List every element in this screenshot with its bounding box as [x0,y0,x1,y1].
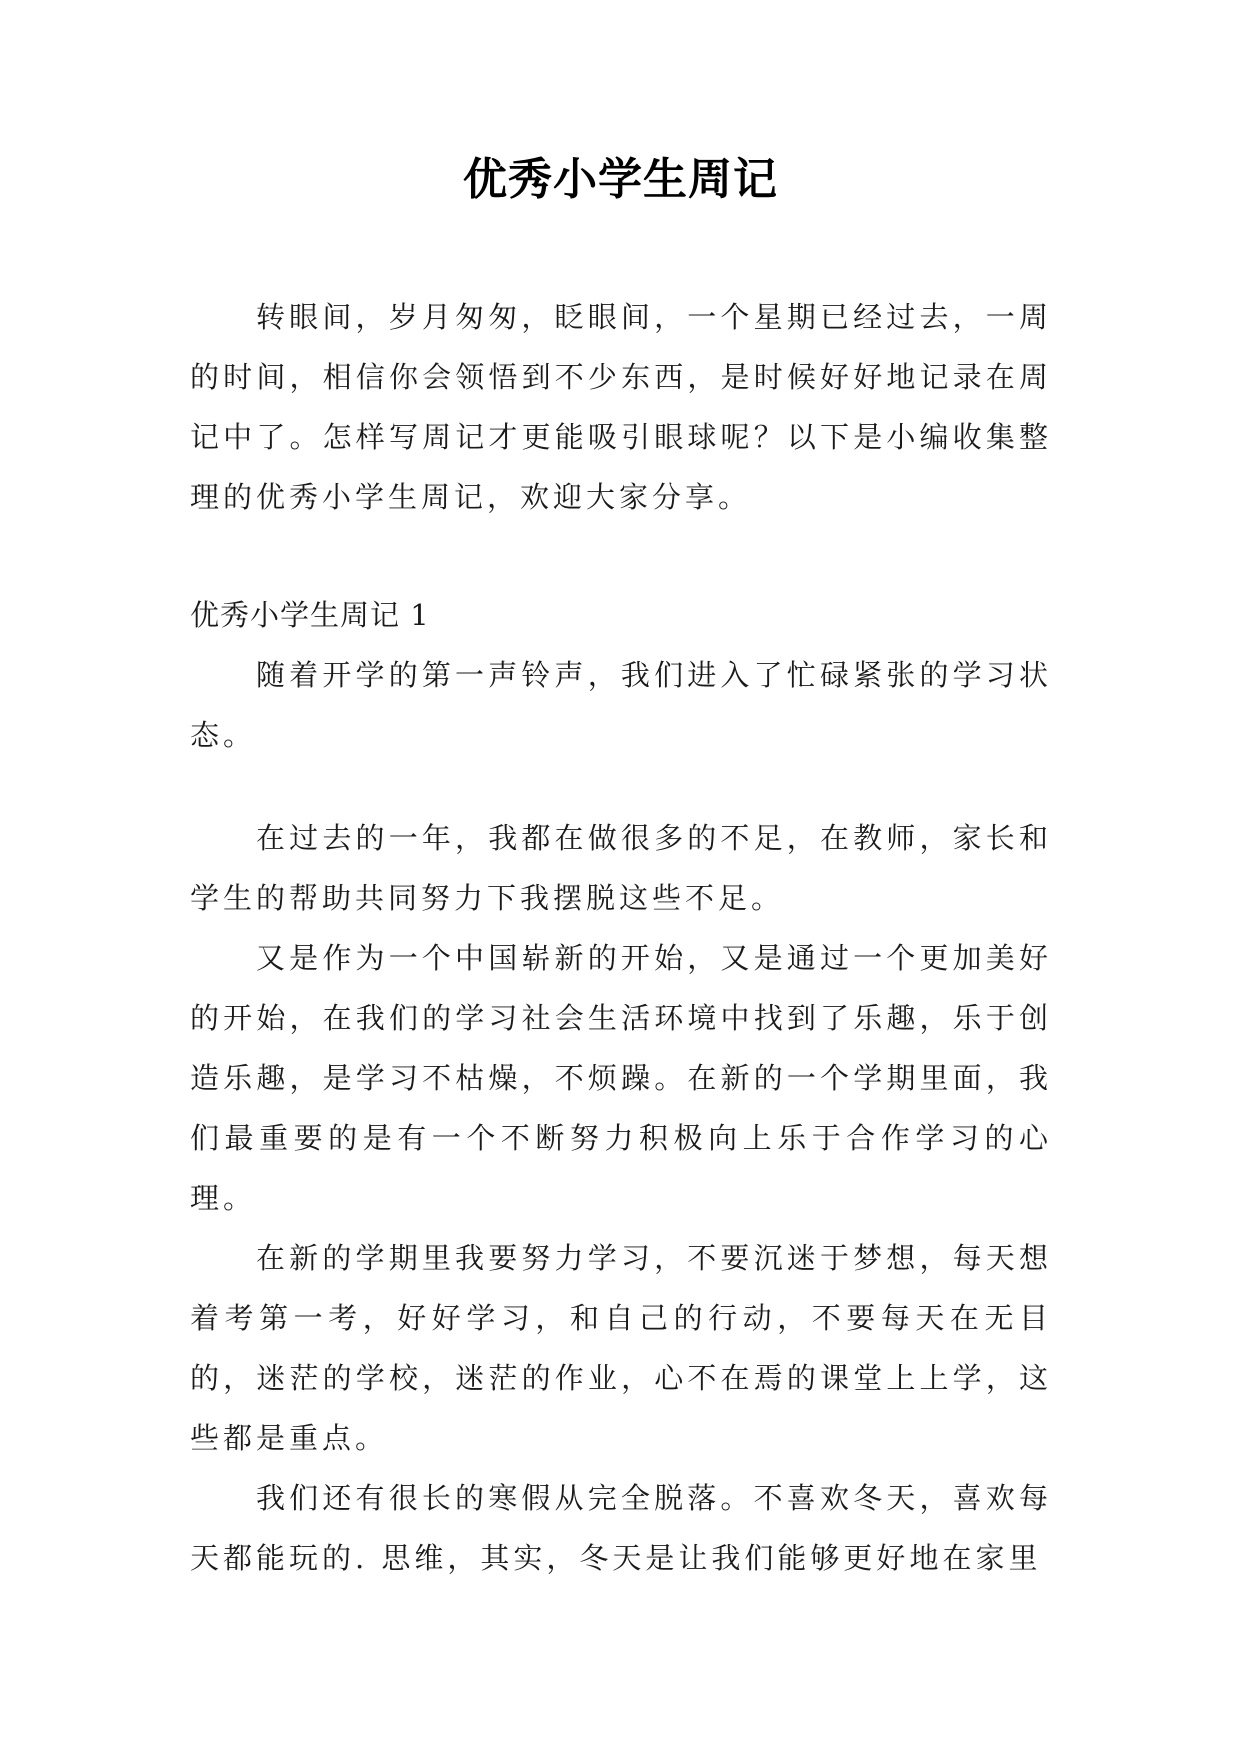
intro-paragraph: 转眼间，岁月匆匆，眨眼间，一个星期已经过去，一周的时间，相信你会领悟到不少东西，是时候好好地记录在周记中了。怎样写周记才更能吸引眼球呢？以下是小编收集整理的优秀小学生周记，欢迎大家分享。 [190,300,1052,514]
body-paragraph-1: 随着开学的第一声铃声，我们进入了忙碌紧张的学习状态。 [190,658,1052,752]
body-paragraph-2: 在过去的一年，我都在做很多的不足，在教师，家长和学生的帮助共同努力下我摆脱这些不足。 [190,821,1052,915]
section-heading: 优秀小学生周记 1 [190,598,430,632]
body-paragraph-3: 又是作为一个中国崭新的开始，又是通过一个更加美好的开始，在我们的学习社会生活环境中找到了乐趣，乐于创造乐趣，是学习不枯燥，不烦躁。在新的一个学期里面，我们最重要的是有一个不断努力积极向上乐于合作学习的心理。 [190,941,1052,1215]
document-title: 优秀小学生周记 [463,154,778,205]
body-paragraph-4: 在新的学期里我要努力学习，不要沉迷于梦想，每天想着考第一考，好好学习，和自己的行动，不要每天在无目的，迷茫的学校，迷茫的作业，心不在焉的课堂上上学，这些都是重点。 [190,1241,1052,1455]
body-paragraph-5: 我们还有很长的寒假从完全脱落。不喜欢冬天，喜欢每天都能玩的. 思维，其实，冬天是让我们能够更好地在家里 [190,1481,1052,1575]
